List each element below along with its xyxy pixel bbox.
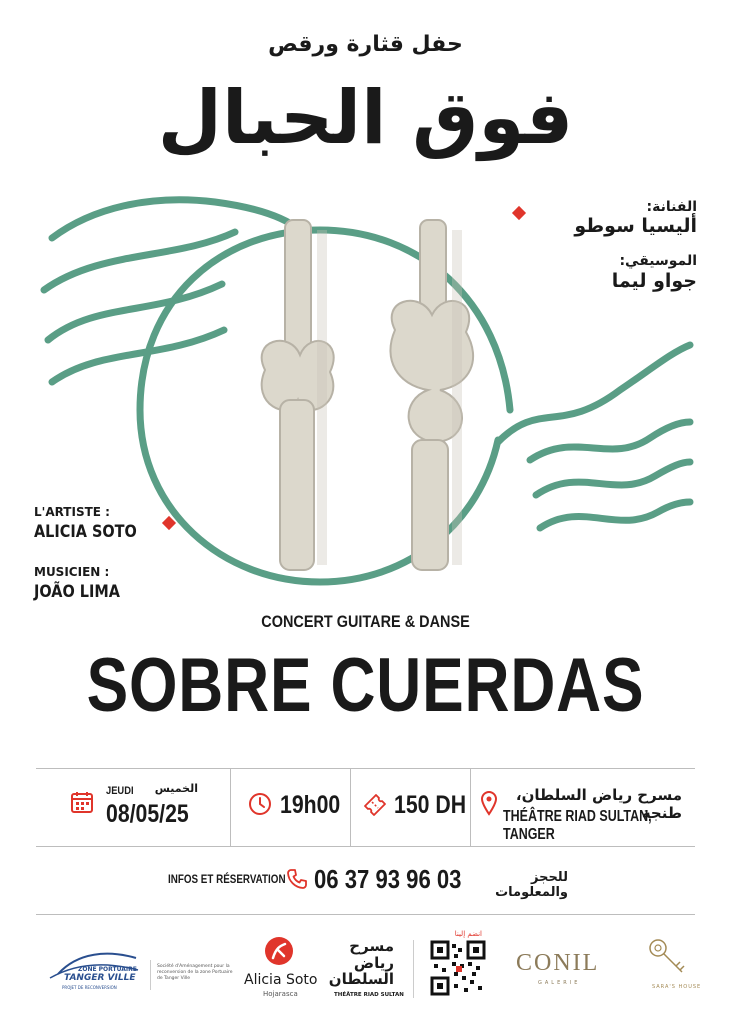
wave-right-4 xyxy=(540,502,690,528)
musician-name-fr: JOÃO LIMA xyxy=(34,582,120,602)
venue-fr: THÉÂTRE RIAD SULTAN, TANGER xyxy=(503,808,652,843)
saras-house-logo-icon xyxy=(646,936,692,980)
wave-right-3 xyxy=(536,462,690,495)
clock-icon xyxy=(248,792,272,816)
day-fr: JEUDI xyxy=(106,785,134,797)
venue-ar: مسرح رياض السلطان، طنجة xyxy=(515,786,682,822)
artist-label-fr: L'ARTISTE : xyxy=(34,505,110,519)
arabic-title: فوق الحبال xyxy=(157,75,574,161)
details-bottom-rule xyxy=(36,846,695,847)
wave-right-2 xyxy=(530,422,690,460)
event-price: 150 DH xyxy=(394,791,467,819)
port-description: Société d'Aménagement pour la reconversion de la zone Portuaire de Tanger Ville xyxy=(157,964,233,981)
event-title: SOBRE CUERDAS xyxy=(86,643,645,728)
ticket-icon xyxy=(362,792,388,816)
details-top-rule xyxy=(36,768,695,769)
join-us-ar: انضم إلينا xyxy=(454,930,482,938)
qr-code-icon[interactable] xyxy=(430,940,486,996)
day-ar: الخميس xyxy=(154,782,198,795)
divider-2 xyxy=(350,768,351,846)
port-line2: TANGER VILLE xyxy=(64,973,136,983)
conil-logo-name: CONIL xyxy=(516,950,600,976)
musician-label-fr: MUSICIEN : xyxy=(34,565,110,579)
musician-name-ar: جواو ليما xyxy=(611,270,697,292)
contact-label-fr: INFOS ET RÉSERVATION xyxy=(168,872,286,886)
red-diamond-bottom xyxy=(162,516,176,530)
saras-house-sub: SARA'S HOUSE xyxy=(652,984,702,990)
wave-left-3 xyxy=(48,284,222,340)
alicia-soto-logo-icon xyxy=(264,936,294,966)
artist-name-ar: أليسيا سوطو xyxy=(574,215,697,237)
phone-icon xyxy=(286,868,308,890)
sponsors-rule xyxy=(36,914,695,915)
port-line3: PROJET DE RECONVERSION xyxy=(62,985,117,990)
divider-3 xyxy=(470,768,471,846)
musician-label-ar: الموسيقي: xyxy=(619,253,697,269)
contact-phone[interactable]: 06 37 93 96 03 xyxy=(314,864,462,894)
contact-label-ar: للحجز والمعلومات xyxy=(495,870,568,900)
artist-name-fr: ALICIA SOTO xyxy=(34,522,137,542)
conil-logo-sub: GALERIE xyxy=(538,980,581,986)
port-divider xyxy=(150,960,151,990)
theatre-logo-fr: THÉÂTRE RIAD SULTAN xyxy=(334,992,404,998)
calendar-icon xyxy=(70,790,94,814)
wave-left-2 xyxy=(44,232,235,290)
red-diamond-top xyxy=(512,206,526,220)
location-pin-icon xyxy=(480,790,498,816)
artist-label-ar: الفنانة: xyxy=(646,199,697,215)
alicia-soto-name: Alicia Soto xyxy=(244,972,318,988)
divider-1 xyxy=(230,768,231,846)
port-line1: ZONE PORTUAIRE xyxy=(78,966,137,973)
wave-left-1 xyxy=(52,200,300,238)
arabic-subtitle: حفل قثارة ورقص xyxy=(268,32,463,57)
wave-left-4 xyxy=(52,330,224,382)
event-time: 19h00 xyxy=(280,791,341,819)
event-date: 08/05/25 xyxy=(106,800,189,828)
theatre-logo-ar: مسرح رياض السلطان xyxy=(328,937,394,988)
event-subtitle: CONCERT GUITARE & DANSE xyxy=(261,612,470,631)
theatre-divider xyxy=(413,940,414,998)
alicia-soto-sub: Hojarasca xyxy=(263,990,298,998)
